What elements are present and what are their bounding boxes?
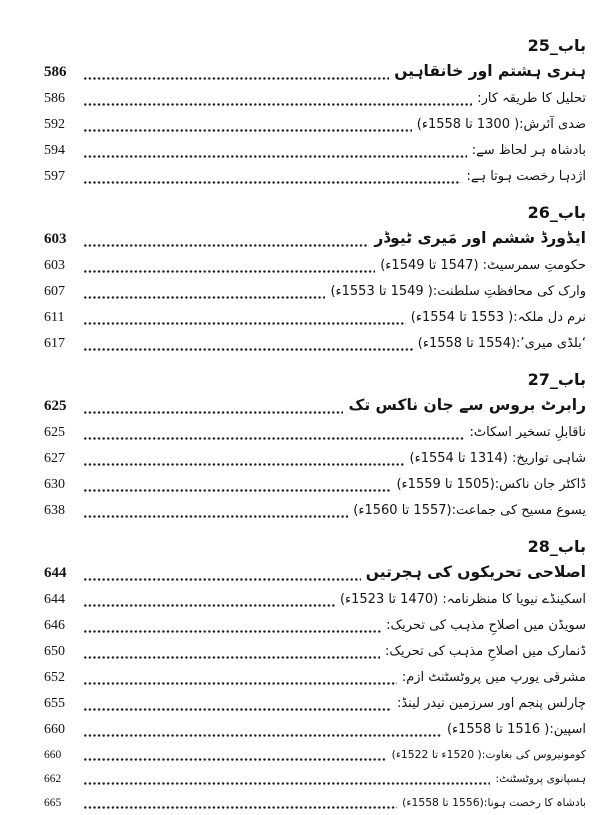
toc-entry-row <box>44 279 586 305</box>
entry-page-number: 650 <box>44 644 65 659</box>
toc-entry-row <box>44 331 586 357</box>
dot-leader <box>83 57 389 86</box>
chapter-label: باب_25 <box>527 36 586 55</box>
dot-leader <box>83 305 406 331</box>
dot-leader <box>83 717 442 743</box>
entry-page-number: 592 <box>44 117 65 132</box>
chapter-entries <box>44 86 586 190</box>
toc-entry-row <box>44 164 586 190</box>
toc-entry-row <box>44 420 586 446</box>
chapter-section <box>44 368 586 524</box>
dot-leader <box>83 743 387 767</box>
entry-page-number: 627 <box>44 451 65 466</box>
entry-title: نرم دل ملکہ:( 1553 تا 1554ء) <box>410 310 586 325</box>
chapter-section <box>44 201 586 357</box>
entry-title: بادشاہ کا رخصت ہونا:(1556 تا 1558ء) <box>402 796 586 809</box>
entry-page-number: 594 <box>44 143 65 158</box>
dot-leader <box>83 498 348 524</box>
dot-leader <box>83 665 397 691</box>
entry-page-number: 655 <box>44 696 65 711</box>
entry-title: یسوع مسیح کی جماعت:(1557 تا 1560ء) <box>353 503 586 518</box>
entry-title: بادشاہ ہر لحاظ سے: <box>471 143 586 158</box>
toc-entry-row <box>44 587 586 613</box>
dot-leader <box>83 279 325 305</box>
chapter-page-number: 586 <box>44 64 67 80</box>
toc-entry-row <box>44 743 586 767</box>
entry-title: حکومتِ سمرسیٹ: (1547 تا 1549ء) <box>380 258 586 273</box>
entry-page-number: 603 <box>44 258 65 273</box>
entry-page-number: 652 <box>44 670 65 685</box>
dot-leader <box>83 639 380 665</box>
toc-entry-row <box>44 498 586 524</box>
chapter-section <box>44 535 586 815</box>
entry-title: سویڈن میں اصلاحِ مذہب کی تحریک: <box>386 618 586 633</box>
entry-page-number: 660 <box>44 749 62 761</box>
entry-title: ناقابلِ تسخیر اسکاٹ: <box>469 425 586 440</box>
chapter-entries <box>44 253 586 357</box>
entry-title: ڈنمارک میں اصلاحِ مذہب کی تحریک: <box>384 644 586 659</box>
dot-leader <box>83 253 375 279</box>
dot-leader <box>83 331 413 357</box>
entry-page-number: 660 <box>44 722 65 737</box>
chapter-entries <box>44 587 586 815</box>
entry-title: ہسپانوی پروٹسٹنٹ: <box>495 772 586 785</box>
toc-entry-row <box>44 639 586 665</box>
toc-entry-row <box>44 112 586 138</box>
entry-title: ڈاکٹر جان ناکس:(1505 تا 1559ء) <box>396 477 586 492</box>
toc-entry-row <box>44 446 586 472</box>
chapter-title-row <box>44 224 586 253</box>
chapter-page-number: 603 <box>44 231 67 247</box>
toc-entry-row <box>44 717 586 743</box>
dot-leader <box>83 613 381 639</box>
chapter-title: اصلاحی تحریکوں کی ہجرتیں <box>365 563 586 581</box>
toc-entry-row <box>44 691 586 717</box>
dot-leader <box>83 558 361 587</box>
dot-leader <box>83 138 467 164</box>
dot-leader <box>83 587 335 613</box>
entry-page-number: 611 <box>44 310 65 325</box>
entry-page-number: 646 <box>44 618 65 633</box>
chapter-entries <box>44 420 586 524</box>
chapter-page-number: 644 <box>44 565 67 581</box>
chapter-page-number: 625 <box>44 398 67 414</box>
dot-leader <box>83 791 397 815</box>
entry-page-number: 617 <box>44 336 65 351</box>
toc-entry-row <box>44 472 586 498</box>
entry-title: اژدہا رخصت ہوتا ہے: <box>466 169 586 184</box>
chapter-label: باب_26 <box>527 203 586 222</box>
chapter-title: ہنری ہشتم اور خانقاہیں <box>394 62 586 80</box>
entry-page-number: 665 <box>44 797 62 809</box>
toc-entry-row <box>44 86 586 112</box>
entry-title: اسپین:( 1516 تا 1558ء) <box>446 722 586 737</box>
entry-title: کومونیروس کی بغاوت:( 1520ء تا 1522ء) <box>391 748 586 761</box>
chapter-title: رابرٹ بروس سے جان ناکس تک <box>348 396 586 414</box>
entry-title: وارک کی محافظتِ سلطنت:( 1549 تا 1553ء) <box>330 284 586 299</box>
entry-page-number: 638 <box>44 503 65 518</box>
dot-leader <box>83 767 490 791</box>
toc-entry-row <box>44 253 586 279</box>
entry-title: اسکینڈے نیویا کا منظرنامہ: (1470 تا 1523ء) <box>339 592 586 607</box>
entry-page-number: 597 <box>44 169 65 184</box>
entry-page-number: 630 <box>44 477 65 492</box>
entry-page-number: 607 <box>44 284 65 299</box>
dot-leader <box>83 224 369 253</box>
dot-leader <box>83 391 343 420</box>
toc-entry-row <box>44 665 586 691</box>
entry-page-number: 586 <box>44 91 65 106</box>
entry-title: چارلس پنجم اور سرزمین نیدر لینڈ: <box>396 696 586 711</box>
dot-leader <box>83 472 391 498</box>
chapter-title-row <box>44 391 586 420</box>
chapter-label: باب_27 <box>527 370 586 389</box>
dot-leader <box>83 112 412 138</box>
toc-entry-row <box>44 305 586 331</box>
dot-leader <box>83 164 461 190</box>
chapter-title-row <box>44 57 586 86</box>
dot-leader <box>83 86 472 112</box>
chapter-title: ایڈورڈ ششم اور مَیری ٹیوڈر <box>374 229 586 247</box>
toc-entry-row <box>44 791 586 815</box>
chapter-label: باب_28 <box>527 537 586 556</box>
entry-title: ضدی آئرش:( 1300 تا 1558ء) <box>416 117 586 132</box>
dot-leader <box>83 691 392 717</box>
entry-page-number: 625 <box>44 425 65 440</box>
entry-page-number: 662 <box>44 773 62 785</box>
dot-leader <box>83 420 465 446</box>
entry-title: شاہی تواریخ: (1314 تا 1554ء) <box>409 451 586 466</box>
chapter-section <box>44 34 586 190</box>
toc-entry-row <box>44 767 586 791</box>
entry-title: تحلیل کا طریقہ کار: <box>477 91 586 106</box>
toc-entry-row <box>44 138 586 164</box>
entry-title: مشرقی یورپ میں پروٹسٹنٹ ازم: <box>401 670 586 685</box>
entry-page-number: 644 <box>44 592 65 607</box>
chapter-title-row <box>44 558 586 587</box>
toc-entry-row <box>44 613 586 639</box>
entry-title: ‘بلڈی میری’:(1554 تا 1558ء) <box>417 336 586 351</box>
dot-leader <box>83 446 405 472</box>
